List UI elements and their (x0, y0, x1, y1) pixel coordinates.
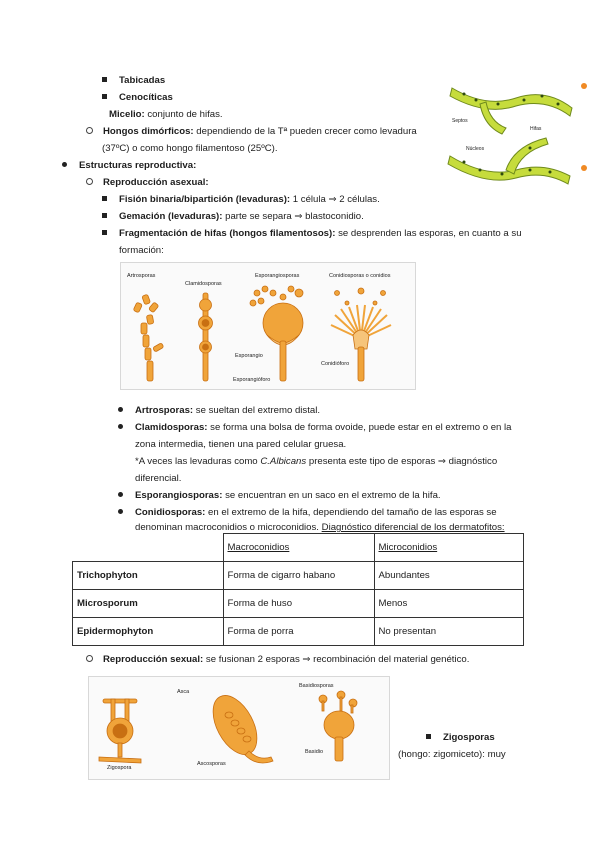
text-line: *A veces las levaduras como C.Albicans presenta este tipo de esporas ⇒ diagnóstico (135, 456, 498, 467)
sexual-spores-illustration (89, 677, 389, 779)
basidio-drawing (319, 691, 357, 761)
text-line: Micelio: conjunto de hifas. (109, 109, 223, 120)
table-row (73, 562, 524, 590)
sexual-spores-figure (88, 676, 390, 780)
hifas-label: Septos (452, 118, 468, 124)
fig1-label: Conidióforo (321, 361, 350, 367)
square-bullet-icon (102, 77, 107, 82)
fig2-label: Basidiosporas (299, 683, 334, 689)
spore-types-figure (120, 262, 416, 390)
bullet-icon (118, 424, 123, 429)
square-bullet-icon (102, 230, 107, 235)
conidios-drawing (331, 288, 391, 381)
zigospora-drawing (99, 699, 141, 763)
table-cell: Forma de porra (223, 618, 374, 646)
list-item: Clamidosporas: se forma una bolsa de forma ovoide, puede estar en el extremo o en la (118, 422, 512, 433)
asca-drawing (204, 688, 273, 763)
list-item: Gemación (levaduras): parte se separa ⇒ blastoconidio. (102, 211, 364, 222)
table-cell: Trichophyton (73, 562, 224, 590)
table-header-cell: Microconidios (374, 534, 524, 562)
table-header-row (73, 534, 524, 562)
text-line: formación: (119, 245, 164, 256)
dermatofitos-table (72, 533, 524, 646)
table-row (73, 618, 524, 646)
fig1-label: Artrosporas (127, 273, 156, 279)
table-header-cell (73, 534, 224, 562)
square-bullet-icon (102, 196, 107, 201)
table-header-cell: Macroconidios (223, 534, 374, 562)
artrosporas-drawing (133, 294, 164, 381)
square-bullet-icon (102, 213, 107, 218)
circle-bullet-icon (86, 655, 93, 662)
hifas-label: Hifas (530, 126, 542, 132)
list-item: Artrosporas: se sueltan del extremo distal. (118, 405, 320, 416)
text-line: (37ºC) o como hongo filamentoso (25ºC). (102, 143, 278, 154)
spore-types-illustration (121, 263, 415, 389)
list-item: Estructuras reproductiva: (62, 160, 196, 171)
table-cell: No presentan (374, 618, 524, 646)
bullet-icon (118, 509, 123, 514)
text-line: diferencial. (135, 473, 182, 484)
table-row (73, 590, 524, 618)
list-item: Hongos dimórficos: dependiendo de la Tª pueden crecer como levadura (86, 126, 417, 137)
list-item: Reproducción asexual: (86, 177, 209, 188)
bullet-icon (62, 162, 67, 167)
list-item: Cenocíticas (102, 92, 173, 103)
bullet-icon (118, 492, 123, 497)
list-item: Reproducción sexual: se fusionan 2 esporas ⇒ recombinación del material genético. (86, 654, 469, 665)
fig2-label: Zigospora (107, 765, 132, 771)
list-item: Conidiosporas: en el extremo de la hifa, dependiendo del tamaño de las esporas se (118, 507, 497, 518)
fig2-label: Ascosporas (197, 761, 226, 767)
hifas-label: Núcleos (466, 146, 485, 152)
table-cell: Abundantes (374, 562, 524, 590)
fig1-label: Esporangiosporas (255, 273, 300, 279)
text-line: denominan macroconidios o microconidios. Diagnóstico diferencial de los dermatofitos: (135, 522, 505, 533)
table-cell: Forma de huso (223, 590, 374, 618)
fig1-label: Esporangio (235, 353, 263, 359)
list-item: Zigosporas (426, 732, 495, 743)
list-item: Esporangiosporas: se encuentran en un saco en el extremo de la hifa. (118, 490, 441, 501)
fig2-label: Basidio (305, 749, 324, 755)
square-bullet-icon (426, 734, 431, 739)
hifas-figure (446, 78, 576, 196)
fig1-label: Clamidosporas (185, 281, 222, 287)
table-cell: Menos (374, 590, 524, 618)
orange-marker-icon (581, 83, 587, 89)
circle-bullet-icon (86, 178, 93, 185)
text-line: zona intermedia, tienen una pared celular gruesa. (135, 439, 347, 450)
table-cell: Microsporum (73, 590, 224, 618)
esporangio-drawing (250, 286, 303, 381)
circle-bullet-icon (86, 127, 93, 134)
table-cell: Forma de cigarro habano (223, 562, 374, 590)
fig1-label: Esporangióforo (233, 377, 271, 383)
fig2-label: Asca (177, 689, 190, 695)
clamidosporas-drawing (199, 293, 213, 381)
orange-marker-icon (581, 165, 587, 171)
fig1-label: Conidiosporas o conidios (329, 273, 391, 279)
list-item: Fisión binaria/bipartición (levaduras): 1 célula ⇒ 2 células. (102, 194, 380, 205)
bullet-icon (118, 407, 123, 412)
list-item: Fragmentación de hifas (hongos filamentosos): se desprenden las esporas, en cuanto a su (102, 228, 522, 239)
table-cell: Epidermophyton (73, 618, 224, 646)
text-line: (hongo: zigomiceto): muy (398, 749, 506, 760)
square-bullet-icon (102, 94, 107, 99)
list-item: Tabicadas (102, 75, 165, 86)
hifas-illustration (446, 78, 576, 196)
